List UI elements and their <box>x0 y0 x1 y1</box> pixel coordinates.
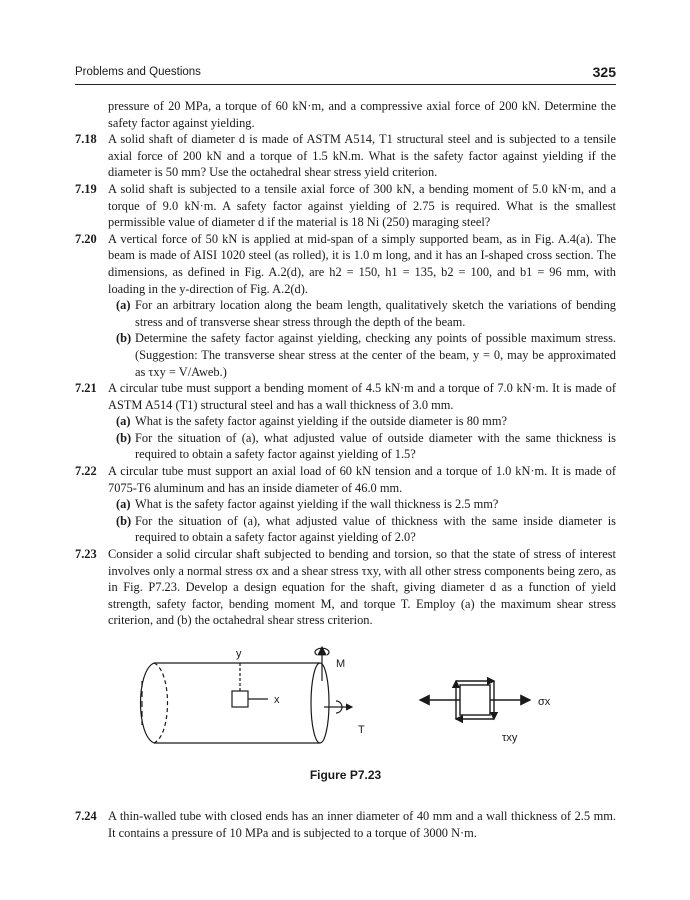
page-number: 325 <box>592 64 616 80</box>
problem-text: A vertical force of 50 kN is applied at mid-span of a simply supported beam, as in Fig. A.4(a). The beam is made of AISI 1020 steel (as rolled), it is 1.0 m long, and it has an I-shaped cross section. The dimensions, as defined in Fig. A.2(d), are h2 = 150, h1 = 135, b2 = 100, and b1 = 96 mm, with loading in the y-direction of Fig. A.2(d). <box>108 231 616 296</box>
problem-number: 7.20 <box>75 231 97 246</box>
problem-7-19 <box>75 181 616 231</box>
problem-text: Consider a solid circular shaft subjected to bending and torsion, so that the state of stress of interest involves only a normal stress σx and a shear stress τxy, with all other stress components being zero, as in Fig. P7.23. Develop a design equation for the shaft, giving diameter d as a function of yield strength, safety factor, bending moment M, and torque T. Employ (a) the maximum shear stress criterion, and (b) the octahedral shear stress criterion. <box>108 547 616 628</box>
tau-xy-label: τxy <box>502 732 518 744</box>
problem-number: 7.23 <box>75 547 97 562</box>
header-rule <box>75 84 616 85</box>
problem-text: A solid shaft of diameter d is made of ASTM A514, T1 structural steel and is subjected to a tensile axial force of 200 kN and a torque of 1.5 kN.m. What is the safety factor against yielding if the diameter is 50 mm? Use the octahedral shear stress yield criterion. <box>108 132 616 180</box>
continued-paragraph: pressure of 20 MPa, a torque of 60 kN·m, and a compressive axial force of 200 kN. Determine the safety factor against yielding. <box>108 99 616 130</box>
page-body <box>75 98 616 841</box>
part-label: (a) <box>116 298 131 313</box>
stress-element-square <box>420 681 530 719</box>
problem-7-22-part-b <box>75 513 616 546</box>
running-header: Problems and Questions <box>75 66 201 78</box>
part-text: For the situation of (a), what adjusted value of outside diameter with the same thickness is required to obtain a safety factor against yielding of 1.5? <box>135 430 616 462</box>
problem-text: A circular tube must support an axial load of 60 kN tension and a torque of 1.0 kN·m. It is made of 7075-T6 aluminum and has an inside diameter of 46.0 mm. <box>108 464 616 495</box>
problem-number: 7.22 <box>75 464 97 479</box>
problem-7-18 <box>75 131 616 181</box>
problem-7-20-part-b <box>75 330 616 380</box>
part-label: (a) <box>116 497 131 512</box>
problem-number: 7.18 <box>75 132 97 147</box>
problem-7-20-part-a <box>75 297 616 330</box>
problem-text: A circular tube must support a bending moment of 4.5 kN·m and a torque of 7.0 kN·m. It is made of ASTM A514 (T1) structural steel and has a wall thickness of 3.0 mm. <box>108 381 616 412</box>
sigma-x-label: σx <box>538 696 551 708</box>
problem-7-23 <box>75 546 616 629</box>
problem-7-21-part-a <box>75 413 616 430</box>
part-label: (b) <box>116 513 132 528</box>
problem-7-22-part-a <box>75 496 616 513</box>
problem-7-21 <box>75 380 616 413</box>
problem-7-22 <box>75 463 616 496</box>
moment-label: M <box>336 658 346 670</box>
y-axis-label: y <box>236 648 242 660</box>
problem-number: 7.19 <box>75 181 97 196</box>
torque-label: T <box>358 724 365 736</box>
part-text: What is the safety factor against yielding if the wall thickness is 2.5 mm? <box>135 497 499 512</box>
part-label: (a) <box>116 414 131 429</box>
part-text: Determine the safety factor against yielding, checking any points of possible maximum stress. (Suggestion: The transverse shear stress at the center of the beam, y = 0, may be approximated as τxy = V/Aweb.) <box>135 331 616 379</box>
part-label: (b) <box>116 331 132 346</box>
x-axis-label: x <box>274 694 280 706</box>
problem-7-20 <box>75 231 616 297</box>
part-text: For an arbitrary location along the beam length, qualitatively sketch the variations of bending stress and of transverse shear stress through the depth of the beam. <box>135 298 616 329</box>
shaft-stress-diagram <box>130 641 570 761</box>
figure-caption: Figure P7.23 <box>309 768 382 782</box>
problem-number: 7.21 <box>75 381 97 396</box>
problem-7-21-part-b <box>75 430 616 463</box>
problem-text: A solid shaft is subjected to a tensile axial force of 300 kN, a bending moment of 5.0 kN·m, and a torque of 9.0 kN·m. A safety factor against yielding of 2.75 is required. What is the smallest permissible value of diameter d if the material is 18 Ni (250) maraging steel? <box>108 181 616 230</box>
problem-number: 7.24 <box>75 809 97 823</box>
problem-7-24 <box>75 808 616 841</box>
problem-text: A thin-walled tube with closed ends has an inner diameter of 40 mm and a wall thickness of 2.5 mm. It contains a pressure of 10 MPa and is subjected to a torque of 3000 N·m. <box>108 809 616 840</box>
part-text: What is the safety factor against yielding if the outside diameter is 80 mm? <box>135 414 507 429</box>
part-text: For the situation of (a), what adjusted value of thickness with the same inside diameter is required to obtain a safety factor against yielding of 2.0? <box>135 513 616 545</box>
torque-arrow <box>324 701 352 713</box>
part-label: (b) <box>116 430 132 445</box>
stress-element-on-shaft <box>232 663 268 707</box>
figure-p7-23 <box>75 629 616 804</box>
